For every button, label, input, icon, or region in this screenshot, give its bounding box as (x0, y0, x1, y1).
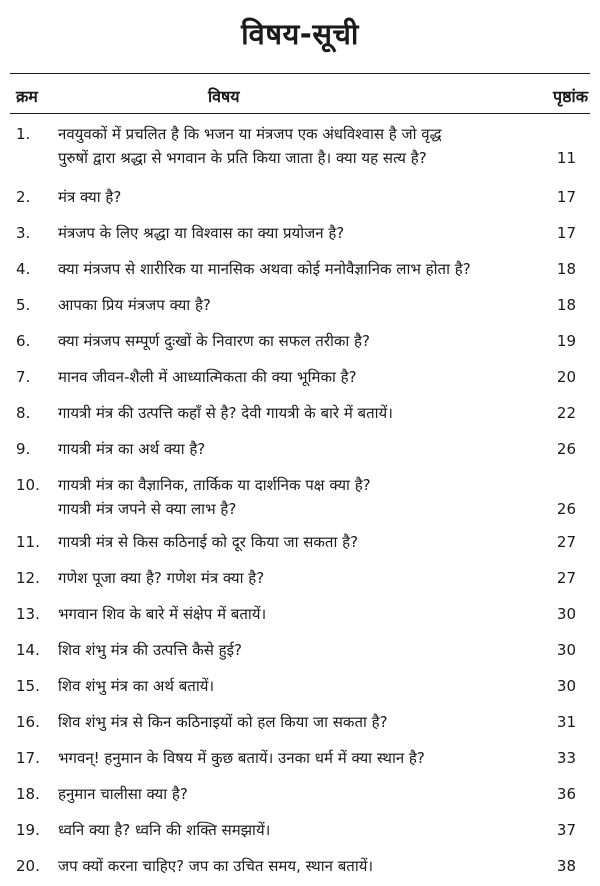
entry-subject-line: नवयुवकों में प्रचलित है कि भजन या मंत्रजप एक अंधविश्वास है जो वृद्ध (58, 125, 442, 143)
toc-list (0, 118, 600, 886)
entry-subject-line: गायत्री मंत्र का अर्थ क्या है? (58, 440, 206, 458)
entry-subject (58, 473, 538, 521)
entry-page-number: 26 (556, 440, 576, 458)
entry-subject (58, 293, 538, 317)
entry-number: 10. (16, 476, 40, 494)
toc-entry (0, 706, 600, 742)
entry-subject-line: गणेश पूजा क्या है? गणेश मंत्र क्या है? (58, 569, 265, 587)
entry-subject (58, 401, 538, 425)
entry-subject-line: मानव जीवन-शैली में आध्यात्मिकता की क्या भूमिका है? (58, 368, 357, 386)
entry-number: 16. (16, 713, 40, 731)
entry-subject (58, 746, 538, 770)
entry-subject-line: क्या मंत्रजप सम्पूर्ण दुःखों के निवारण का सफल तरीका है? (58, 332, 370, 350)
toc-entry (0, 814, 600, 850)
entry-number: 6. (16, 332, 31, 350)
entry-subject (58, 221, 538, 245)
entry-number: 2. (16, 188, 31, 206)
toc-entry (0, 778, 600, 814)
toc-entry (0, 433, 600, 469)
toc-entry (0, 217, 600, 253)
column-header-number: क्रम (16, 87, 38, 106)
header-bottom-rule (10, 113, 590, 114)
toc-entry (0, 181, 600, 217)
entry-subject (58, 782, 538, 806)
page-title: विषय-सूची (241, 17, 359, 51)
entry-subject (58, 602, 538, 626)
entry-subject-line: शिव शंभु मंत्र से किन कठिनाइयों को हल किया जा सकता है? (58, 713, 388, 731)
entry-number: 20. (16, 857, 40, 875)
entry-page-number: 17 (556, 188, 576, 206)
entry-subject (58, 638, 538, 662)
entry-page-number: 19 (556, 332, 576, 350)
entry-subject-line: मंत्रजप के लिए श्रद्धा या विश्वास का क्या प्रयोजन है? (58, 224, 345, 242)
entry-subject (58, 365, 538, 389)
entry-subject-line: मंत्र क्या है? (58, 188, 122, 206)
entry-subject (58, 710, 538, 734)
entry-subject-line: भगवन्! हनुमान के विषय में कुछ बतायें। उनका धर्म में क्या स्थान है? (58, 749, 425, 767)
entry-number: 7. (16, 368, 31, 386)
entry-subject (58, 854, 538, 878)
entry-number: 8. (16, 404, 31, 422)
entry-subject-line: गायत्री मंत्र का वैज्ञानिक, तार्किक या दार्शनिक पक्ष क्या है? (58, 476, 371, 494)
entry-page-number: 27 (556, 569, 576, 587)
entry-page-number: 30 (556, 677, 576, 695)
entry-subject (58, 818, 538, 842)
entry-page-number: 22 (556, 404, 576, 422)
toc-entry (0, 742, 600, 778)
entry-subject-line: क्या मंत्रजप से शारीरिक या मानसिक अथवा कोई मनोवैज्ञानिक लाभ होता है? (58, 260, 471, 278)
entry-subject-line: शिव शंभु मंत्र की उत्पत्ति कैसे हुई? (58, 641, 242, 659)
entry-subject (58, 185, 538, 209)
entry-subject-line: गायत्री मंत्र जपने से क्या लाभ है? (58, 500, 237, 518)
entry-number: 17. (16, 749, 40, 767)
entry-subject-line: शिव शंभु मंत्र का अर्थ बतायें। (58, 677, 215, 695)
toc-entry (0, 526, 600, 562)
entry-page-number: 30 (556, 605, 576, 623)
entry-subject (58, 122, 538, 170)
entry-subject-line: हनुमान चालीसा क्या है? (58, 785, 188, 803)
toc-entry (0, 850, 600, 886)
entry-subject-line: जप क्यों करना चाहिए? जप का उचित समय, स्थान बतायें। (58, 857, 374, 875)
entry-number: 1. (16, 125, 31, 143)
entry-subject (58, 437, 538, 461)
toc-entry (0, 289, 600, 325)
entry-page-number: 27 (556, 533, 576, 551)
toc-entry (0, 325, 600, 361)
entry-subject-line: आपका प्रिय मंत्रजप क्या है? (58, 296, 211, 314)
entry-page-number: 20 (556, 368, 576, 386)
entry-page-number: 18 (556, 260, 576, 278)
toc-entry (0, 469, 600, 526)
toc-entry (0, 670, 600, 706)
toc-entry (0, 253, 600, 289)
entry-page-number: 30 (556, 641, 576, 659)
toc-entry (0, 598, 600, 634)
entry-subject (58, 674, 538, 698)
entry-number: 3. (16, 224, 31, 242)
entry-number: 15. (16, 677, 40, 695)
entry-subject-line: गायत्री मंत्र की उत्पत्ति कहाँ से है? देवी गायत्री के बारे में बतायें। (58, 404, 393, 422)
entry-page-number: 36 (556, 785, 576, 803)
entry-number: 18. (16, 785, 40, 803)
entry-subject (58, 257, 538, 281)
entry-subject-line: पुरुषों द्वारा श्रद्धा से भगवान के प्रति किया जाता है। क्या यह सत्य है? (58, 149, 427, 167)
column-header-subject: विषय (208, 87, 240, 106)
entry-page-number: 31 (556, 713, 576, 731)
entry-subject-line: ध्वनि क्या है? ध्वनि की शक्ति समझायें। (58, 821, 271, 839)
toc-entry (0, 562, 600, 598)
entry-page-number: 11 (556, 149, 576, 167)
entry-number: 4. (16, 260, 31, 278)
column-header-page: पृष्ठांक (553, 87, 588, 106)
entry-number: 12. (16, 569, 40, 587)
toc-entry (0, 634, 600, 670)
entry-page-number: 17 (556, 224, 576, 242)
toc-entry (0, 118, 600, 181)
entry-number: 14. (16, 641, 40, 659)
header-top-rule (10, 73, 590, 74)
toc-entry (0, 361, 600, 397)
entry-number: 19. (16, 821, 40, 839)
entry-number: 13. (16, 605, 40, 623)
entry-subject-line: भगवान शिव के बारे में संक्षेप में बतायें। (58, 605, 267, 623)
entry-number: 9. (16, 440, 31, 458)
entry-subject-line: गायत्री मंत्र से किस कठिनाई को दूर किया जा सकता है? (58, 533, 359, 551)
entry-number: 5. (16, 296, 31, 314)
entry-page-number: 33 (556, 749, 576, 767)
entry-page-number: 26 (556, 500, 576, 518)
entry-subject (58, 530, 538, 554)
entry-number: 11. (16, 533, 40, 551)
entry-subject (58, 329, 538, 353)
entry-page-number: 18 (556, 296, 576, 314)
toc-entry (0, 397, 600, 433)
entry-page-number: 37 (556, 821, 576, 839)
entry-subject (58, 566, 538, 590)
entry-page-number: 38 (556, 857, 576, 875)
